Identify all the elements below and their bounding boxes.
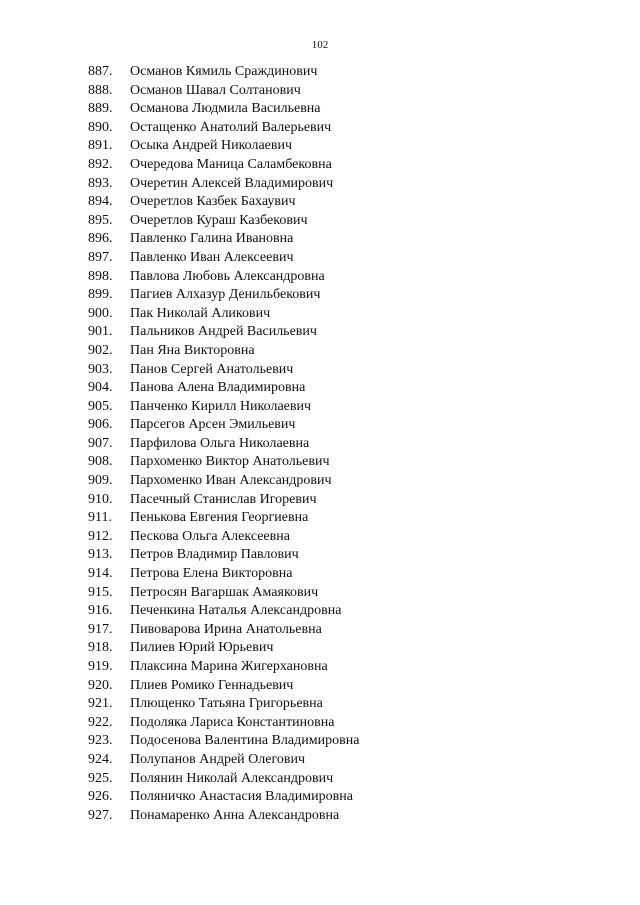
list-item: [0, 472, 640, 491]
entry-number: 898.: [88, 268, 113, 284]
list-item: [0, 732, 640, 751]
entry-name: Пальников Андрей Васильевич: [130, 324, 317, 340]
list-item: [0, 602, 640, 621]
entry-name: Пархоменко Иван Александрович: [130, 473, 332, 489]
list-item: [0, 714, 640, 733]
entry-name: Пан Яна Викторовна: [130, 342, 255, 358]
entry-number: 911.: [88, 510, 112, 526]
entry-name: Пак Николай Аликович: [130, 305, 271, 321]
entry-name: Петрова Елена Викторовна: [130, 566, 293, 582]
list-item: [0, 286, 640, 305]
name-list: [0, 63, 640, 825]
entry-number: 900.: [88, 305, 113, 321]
entry-number: 918.: [88, 640, 113, 656]
entry-number: 908.: [88, 454, 113, 470]
list-item: [0, 305, 640, 324]
entry-number: 909.: [88, 473, 113, 489]
list-item: [0, 398, 640, 417]
page-number: 102: [311, 39, 329, 51]
entry-number: 907.: [88, 435, 113, 451]
entry-name: Печенкина Наталья Александровна: [130, 603, 342, 619]
entry-name: Пенькова Евгения Георгиевна: [130, 510, 309, 526]
entry-number: 902.: [88, 342, 113, 358]
entry-name: Поляничко Анастасия Владимировна: [130, 789, 353, 805]
entry-number: 901.: [88, 324, 113, 340]
list-item: [0, 528, 640, 547]
entry-name: Остащенко Анатолий Валерьевич: [130, 119, 332, 135]
entry-number: 924.: [88, 751, 113, 767]
list-item: [0, 379, 640, 398]
entry-number: 921.: [88, 696, 113, 712]
list-item: [0, 770, 640, 789]
entry-name: Османова Людмила Васильевна: [130, 101, 321, 117]
list-item: [0, 546, 640, 565]
entry-number: 903.: [88, 361, 113, 377]
entry-name: Понамаренко Анна Александровна: [130, 807, 340, 823]
entry-number: 919.: [88, 659, 113, 674]
list-item: [0, 100, 640, 119]
entry-number: 891.: [88, 138, 113, 154]
list-item: [0, 137, 640, 156]
entry-name: Подосенова Валентина Владимировна: [130, 733, 360, 749]
entry-name: Османов Кямиль Сраждинович: [130, 64, 318, 79]
list-item: [0, 268, 640, 287]
list-item: [0, 677, 640, 696]
entry-name: Очеретин Алексей Владимирович: [130, 175, 334, 191]
list-item: [0, 658, 640, 677]
entry-number: 893.: [88, 175, 113, 191]
entry-number: 913.: [88, 547, 113, 563]
entry-name: Полупанов Андрей Олегович: [130, 751, 305, 767]
entry-number: 895.: [88, 212, 113, 228]
list-item: [0, 63, 640, 82]
list-item: [0, 416, 640, 435]
entry-number: 910.: [88, 491, 113, 507]
list-item: [0, 212, 640, 231]
entry-number: 899.: [88, 287, 113, 303]
list-item: [0, 695, 640, 714]
entry-number: 889.: [88, 101, 113, 117]
entry-name: Пескова Ольга Алексеевна: [130, 528, 290, 544]
entry-number: 897.: [88, 249, 113, 265]
entry-name: Панов Сергей Анатольевич: [130, 361, 294, 377]
entry-number: 887.: [88, 64, 113, 79]
list-item: [0, 584, 640, 603]
entry-name: Очеретлов Казбек Бахаувич: [130, 194, 296, 210]
entry-number: 906.: [88, 417, 113, 433]
entry-number: 917.: [88, 621, 113, 637]
entry-name: Османов Шавал Солтанович: [130, 82, 301, 98]
entry-name: Панченко Кирилл Николаевич: [130, 398, 312, 414]
list-item: [0, 230, 640, 249]
list-item: [0, 788, 640, 807]
list-item: [0, 807, 640, 826]
entry-name: Петров Владимир Павлович: [130, 547, 299, 563]
entry-number: 914.: [88, 566, 113, 582]
list-item: [0, 453, 640, 472]
entry-number: 927.: [88, 807, 113, 823]
entry-number: 926.: [88, 789, 113, 805]
entry-name: Пагиев Алхазур Денильбекович: [130, 287, 321, 303]
list-item: [0, 249, 640, 268]
list-item: [0, 751, 640, 770]
list-item: [0, 621, 640, 640]
entry-number: 916.: [88, 603, 113, 619]
entry-number: 923.: [88, 733, 113, 749]
entry-name: Панова Алена Владимировна: [130, 380, 306, 396]
list-item: [0, 435, 640, 454]
entry-name: Павлова Любовь Александровна: [130, 268, 325, 284]
entry-number: 915.: [88, 584, 113, 600]
entry-name: Плющенко Татьяна Григорьевна: [130, 696, 323, 712]
entry-number: 920.: [88, 677, 113, 693]
entry-name: Пилиев Юрий Юрьевич: [130, 640, 274, 656]
entry-number: 905.: [88, 398, 113, 414]
entry-number: 925.: [88, 770, 113, 786]
list-item: [0, 119, 640, 138]
entry-name: Плиев Ромико Геннадьевич: [130, 677, 294, 693]
entry-name: Петросян Вагаршак Амаякович: [130, 584, 319, 600]
entry-number: 890.: [88, 119, 113, 135]
entry-name: Павленко Иван Алексеевич: [130, 249, 294, 265]
entry-number: 894.: [88, 194, 113, 210]
entry-name: Парфилова Ольга Николаевна: [130, 435, 310, 451]
entry-name: Осыка Андрей Николаевич: [130, 138, 293, 154]
entry-name: Полянин Николай Александрович: [130, 770, 334, 786]
list-item: [0, 639, 640, 658]
entry-number: 892.: [88, 156, 113, 172]
list-item: [0, 509, 640, 528]
entry-name: Пивоварова Ирина Анатольевна: [130, 621, 322, 637]
entry-name: Пархоменко Виктор Анатольевич: [130, 454, 330, 470]
list-item: [0, 491, 640, 510]
list-item: [0, 361, 640, 380]
list-item: [0, 342, 640, 361]
list-item: [0, 156, 640, 175]
list-item: [0, 82, 640, 101]
entry-number: 922.: [88, 714, 113, 730]
entry-number: 888.: [88, 82, 113, 98]
entry-name: Очеретлов Кураш Казбекович: [130, 212, 308, 228]
list-item: [0, 193, 640, 212]
entry-number: 896.: [88, 231, 113, 247]
entry-name: Парсегов Арсен Эмильевич: [130, 417, 296, 433]
entry-name: Очередова Маница Саламбековна: [130, 156, 332, 172]
entry-number: 904.: [88, 380, 113, 396]
list-item: [0, 565, 640, 584]
entry-name: Подоляка Лариса Константиновна: [130, 714, 335, 730]
entry-name: Плаксина Марина Жигерхановна: [130, 659, 328, 674]
entry-name: Павленко Галина Ивановна: [130, 231, 294, 247]
entry-name: Пасечный Станислав Игоревич: [130, 491, 317, 507]
entry-number: 912.: [88, 528, 113, 544]
list-item: [0, 175, 640, 194]
list-item: [0, 323, 640, 342]
